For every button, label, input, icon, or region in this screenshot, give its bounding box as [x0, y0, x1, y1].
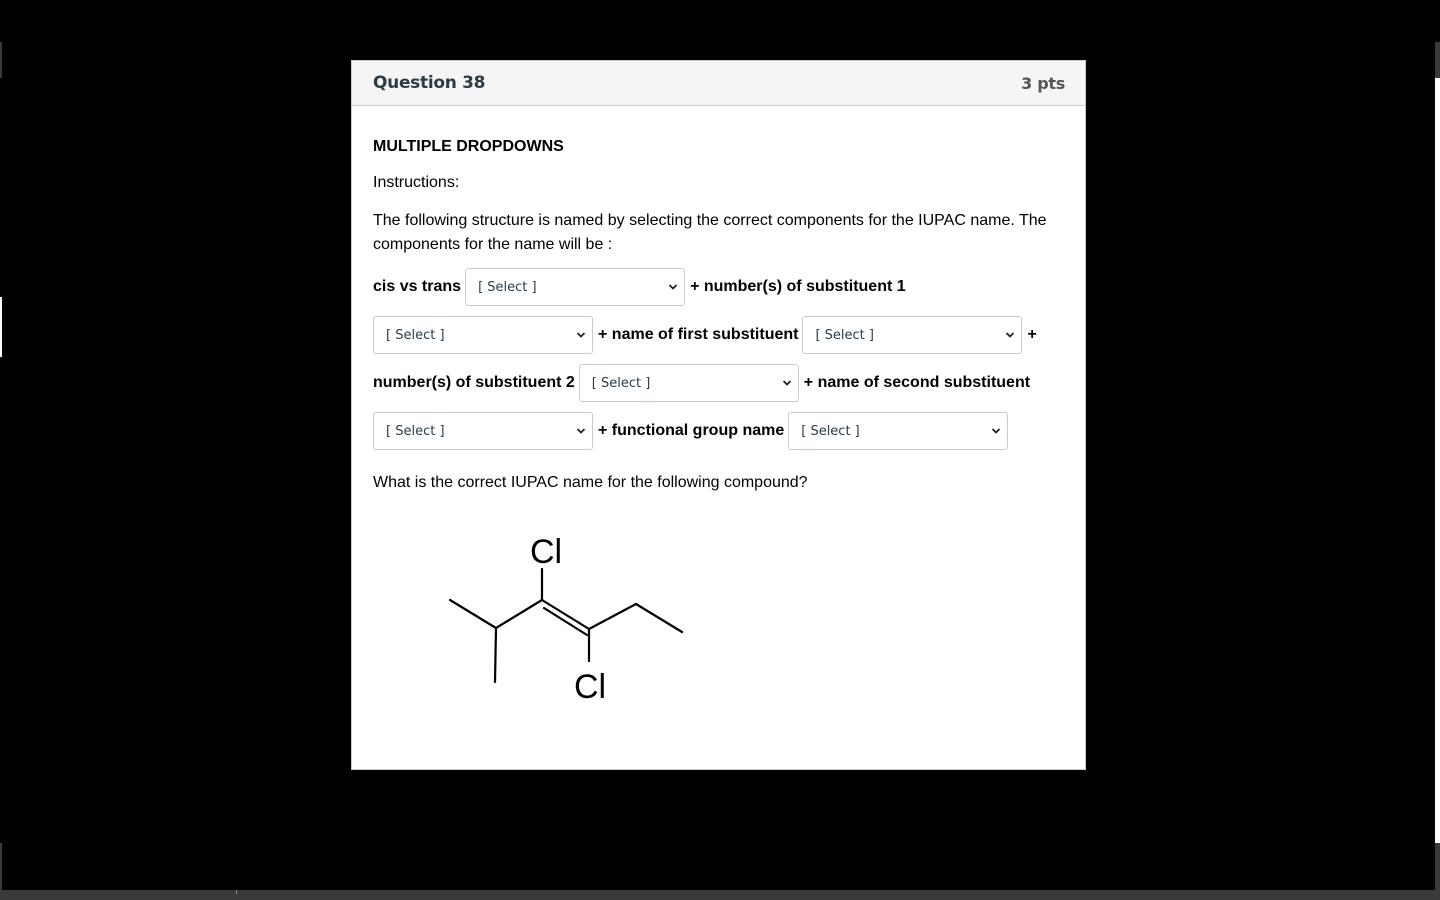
chevron-down-icon: [782, 378, 792, 388]
cis-trans-label: cis vs trans: [373, 278, 462, 295]
num-sub2-dropdown[interactable]: [579, 364, 799, 402]
dropdown-value: [ Select ]: [815, 327, 874, 343]
window-edge: [0, 843, 2, 890]
name-second-sub-label: + name of second substituent: [803, 374, 1031, 391]
chevron-down-icon: [1005, 330, 1015, 340]
plus-label: +: [1027, 326, 1037, 343]
name-first-sub-label: + name of first substituent: [598, 326, 799, 343]
num-sub1-label: + number(s) of substituent 1: [690, 278, 906, 295]
chevron-down-icon: [576, 426, 586, 436]
component-row-1: [373, 268, 910, 306]
component-row-2: [373, 316, 1041, 354]
instructions-label: Instructions:: [373, 174, 460, 191]
name-second-sub-dropdown[interactable]: [373, 412, 593, 450]
component-row-3: [373, 364, 1034, 402]
question-header: [352, 61, 1085, 106]
dropdown-value: [ Select ]: [386, 327, 445, 343]
name-first-sub-dropdown[interactable]: [802, 316, 1022, 354]
chevron-down-icon: [668, 282, 678, 292]
dropdown-value: [ Select ]: [386, 423, 445, 439]
question-title: Question 38: [373, 73, 486, 93]
num-sub2-label: number(s) of substituent 2: [373, 374, 575, 391]
dropdown-value: [ Select ]: [478, 279, 537, 295]
bottom-bar-tick: [236, 890, 237, 894]
chlorine-atom-top: Cl: [530, 533, 563, 571]
num-sub1-dropdown[interactable]: [373, 316, 593, 354]
molecule-structure-image: [432, 521, 692, 711]
window-edge: [1435, 78, 1440, 843]
question-prompt: What is the correct IUPAC name for the following compound?: [373, 474, 808, 491]
window-edge: [0, 42, 2, 78]
cis-trans-dropdown[interactable]: [465, 268, 685, 306]
window-edge: [1435, 843, 1440, 890]
functional-group-dropdown[interactable]: [788, 412, 1008, 450]
functional-group-label: + functional group name: [598, 422, 785, 439]
component-row-4: [373, 412, 1008, 450]
chlorine-atom-bottom: Cl: [574, 668, 607, 706]
chevron-down-icon: [576, 330, 586, 340]
instructions-text: The following structure is named by selecting the correct components for the IUPAC name. The components for the name will be :: [373, 212, 1047, 253]
question-card: [351, 60, 1086, 770]
bottom-bar: [0, 890, 1440, 900]
dropdown-value: [ Select ]: [591, 375, 651, 391]
dropdown-value: [ Select ]: [801, 423, 860, 439]
window-edge: [0, 297, 2, 357]
question-points: 3 pts: [1021, 73, 1065, 93]
chevron-down-icon: [991, 426, 1001, 436]
question-type-label: MULTIPLE DROPDOWNS: [373, 138, 564, 155]
window-edge: [1435, 42, 1440, 78]
